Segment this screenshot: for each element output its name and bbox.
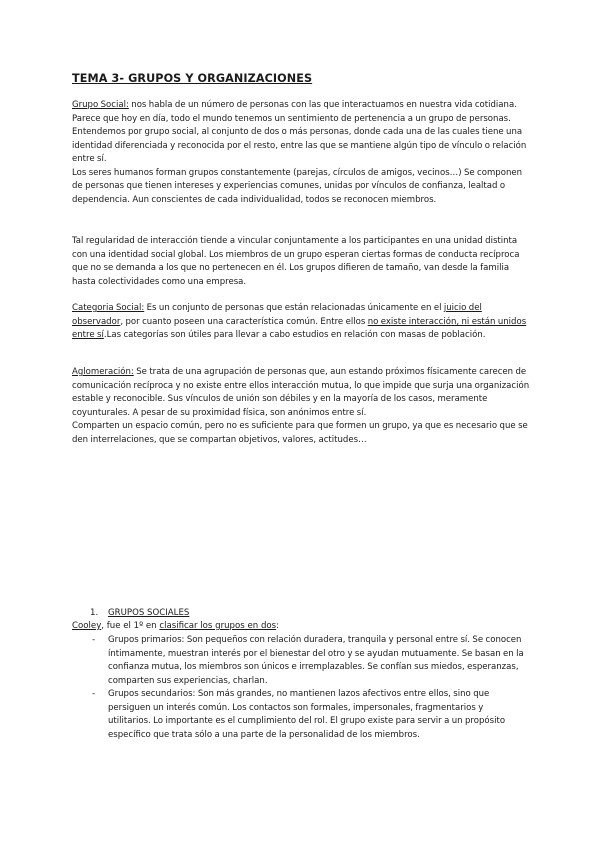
categoria-text-3: .Las categorías son útiles para llevar a cabo estudios en relación con masas de población. [103,330,486,340]
aglomeracion-text-2: Comparten un espacio común, pero no es suficiente para que formen un grupo, ya que es necesario que se den interrelaciones, que se compartan objetivos, valores, actitudes… [72,421,528,445]
cooley-text-1: , fue el 1º en [101,621,160,631]
page-title: TEMA 3- GRUPOS Y ORGANIZACIONES [72,72,313,85]
bullet-dash: - [92,689,96,699]
bullet-grupos-secundarios: Grupos secundarios: Son más grandes, no mantienen lazos afectivos entre ellos, sino que persiguen un interés común. Los contactos son formales, impersonales, fragmentarios y utilitarios. Lo importante es el cumplimiento del rol. El grupo existe para servir a un propósito específico que trata sólo a una parte de la personalidad de los miembros. [108,689,506,740]
bullet-dash: - [92,635,96,645]
grupo-social-text: nos habla de un número de personas con las que interactuamos en nuestra vida cotidiana. Parece que hoy en día, todo el mundo tenemos un sentimiento de pertenencia a un grupo de personas. Entendemos por grupo social, al conjunto de dos o más personas, donde cada una de las cuales tiene una identidad diferenciada y reconocida por el resto, entre las que se mantiene algún tipo de vínculo o relación entre sí. [72,100,527,164]
section-number: 1. [90,608,99,618]
term-categoria-social: Categoria Social: [72,303,145,313]
bullet-grupos-primarios: Grupos primarios: Son pequeños con relación duradera, tranquila y personal entre sí. Se conocen íntimamente, muestran interés por el bienestar del otro y se ayudan mutuamente. Se basan en la confianza mutua, los miembros son únicos e irremplazables. Se confían sus miedos, esperanzas, comparten sus experiencias, charlan. [108,635,524,686]
section-heading-grupos-sociales [90,607,189,621]
cooley-underline: clasificar los grupos en dos [159,621,277,631]
term-grupo-social: Grupo Social: [72,100,129,110]
categoria-underline-2: no existe interacción, ni están unidos entre sí [72,316,527,340]
term-aglomeracion: Aglomeración: [72,367,134,377]
cooley-name: Cooley [72,621,102,631]
categoria-text-2: , por cuanto poseen una característica común. Entre ellos [120,316,368,327]
cooley-text-2: : [276,621,280,631]
paragraph-regularidad: Tal regularidad de interacción tiende a vincular conjuntamente a los participantes en una unidad distinta con una identidad social global. Los miembros de un grupo esperan ciertas formas de conducta recíproca que no se demanda a los que no pertenecen en él. Los grupos difieren de tamaño, van desde la familia hasta colectividades como una empresa. [72,236,520,287]
paragraph-grupo-social [72,99,530,207]
paragraph-categoria-social [72,302,530,343]
aglomeracion-text: Se trata de una agrupación de personas que, aun estando próximos físicamente carecen de comunicación recíproca y no existe entre ellos interacción mutua, lo que impide que surja una organización estable y reconocible. Sus vínculos de unión son débiles y en la mayoría de los casos, meramente coyunturales. A pesar de su proximidad física, son anónimos entre sí. [72,367,530,418]
paragraph-aglomeracion [72,366,530,447]
categoria-underline-1: juicio del observador [72,303,482,327]
paragraph-cooley [72,620,530,634]
section-heading-text: GRUPOS SOCIALES [108,608,190,618]
grupo-social-text-2: Los seres humanos forman grupos constantemente (parejas, círculos de amigos, vecinos…) Se componen de personas que tienen intereses y experiencias comunes, unidas por vínculos de confianza, lealtad o dependencia. Aun conscientes de cada individualidad, todos se reconocen miembros. [72,167,523,205]
categoria-text-1: Es un conjunto de personas que están relacionadas únicamente en el [144,303,444,313]
